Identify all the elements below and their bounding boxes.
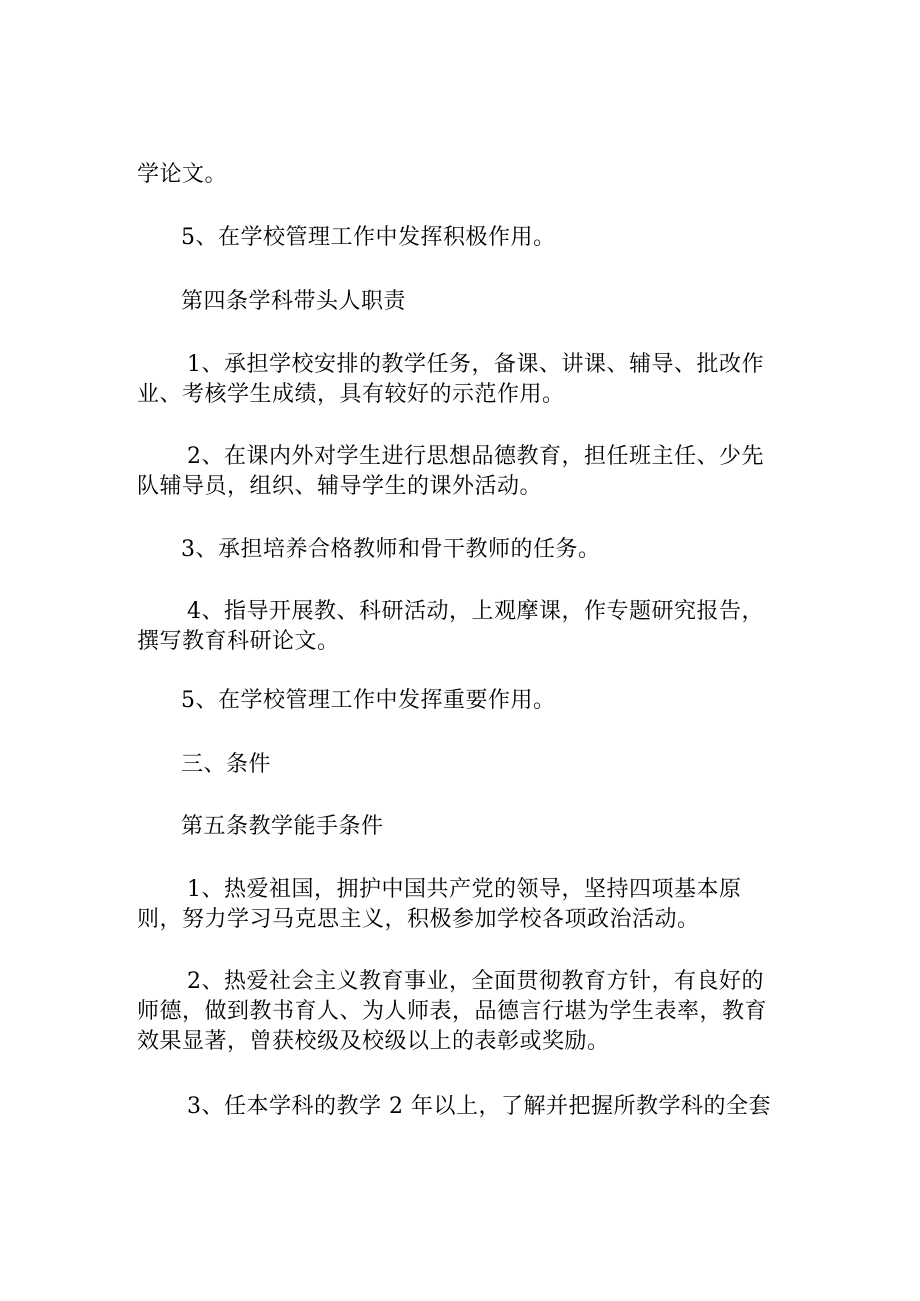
paragraph-line: 2、在课内外对学生进行思想品德教育，担任班主任、少先 bbox=[187, 444, 764, 469]
paragraph-line: 2、热爱社会主义教育事业，全面贯彻教育方针，有良好的 bbox=[187, 969, 764, 994]
paragraph-line: 师德，做到教书育人、为人师表，品德言行堪为学生表率，教育 bbox=[137, 999, 768, 1024]
paragraph-line: 第四条学科带头人职责 bbox=[181, 289, 407, 314]
paragraph-line: 学论文。 bbox=[137, 162, 228, 187]
paragraph-7 bbox=[137, 597, 789, 657]
paragraph-line: 1、承担学校安排的教学任务，备课、讲课、辅导、批改作 bbox=[187, 352, 764, 377]
paragraph-13 bbox=[137, 1092, 789, 1122]
paragraph-11 bbox=[137, 875, 789, 935]
section-heading-conditions bbox=[137, 750, 789, 780]
paragraph-1 bbox=[137, 160, 789, 190]
paragraph-line: 3、任本学科的教学 2 年以上，了解并把握所教学科的全套 bbox=[187, 1094, 771, 1119]
paragraph-6 bbox=[137, 535, 789, 565]
section-heading-article-5 bbox=[137, 812, 789, 842]
paragraph-12 bbox=[137, 967, 789, 1057]
paragraph-line: 撰写教育科研论文。 bbox=[137, 629, 340, 654]
paragraph-line: 三、条件 bbox=[181, 752, 272, 777]
paragraph-line: 5、在学校管理工作中发挥积极作用。 bbox=[181, 225, 556, 250]
paragraph-5 bbox=[137, 442, 789, 502]
paragraph-8 bbox=[137, 686, 789, 716]
paragraph-line: 4、指导开展教、科研活动，上观摩课，作专题研究报告， bbox=[187, 599, 764, 624]
paragraph-line: 队辅导员，组织、辅导学生的课外活动。 bbox=[137, 474, 543, 499]
paragraph-line: 效果显著，曾获校级及校级以上的表彰或奖励。 bbox=[137, 1029, 610, 1054]
paragraph-line: 业、考核学生成绩，具有较好的示范作用。 bbox=[137, 382, 565, 407]
paragraph-line: 1、热爱祖国，拥护中国共产党的领导，坚持四项基本原 bbox=[187, 877, 742, 902]
paragraph-line: 第五条教学能手条件 bbox=[181, 814, 384, 839]
paragraph-line: 5、在学校管理工作中发挥重要作用。 bbox=[181, 688, 556, 713]
paragraph-4 bbox=[137, 350, 789, 410]
paragraph-2 bbox=[137, 223, 789, 253]
paragraph-line: 3、承担培养合格教师和骨干教师的任务。 bbox=[181, 537, 601, 562]
section-heading-article-4 bbox=[137, 287, 789, 317]
paragraph-line: 则，努力学习马克思主义，积极参加学校各项政治活动。 bbox=[137, 907, 700, 932]
